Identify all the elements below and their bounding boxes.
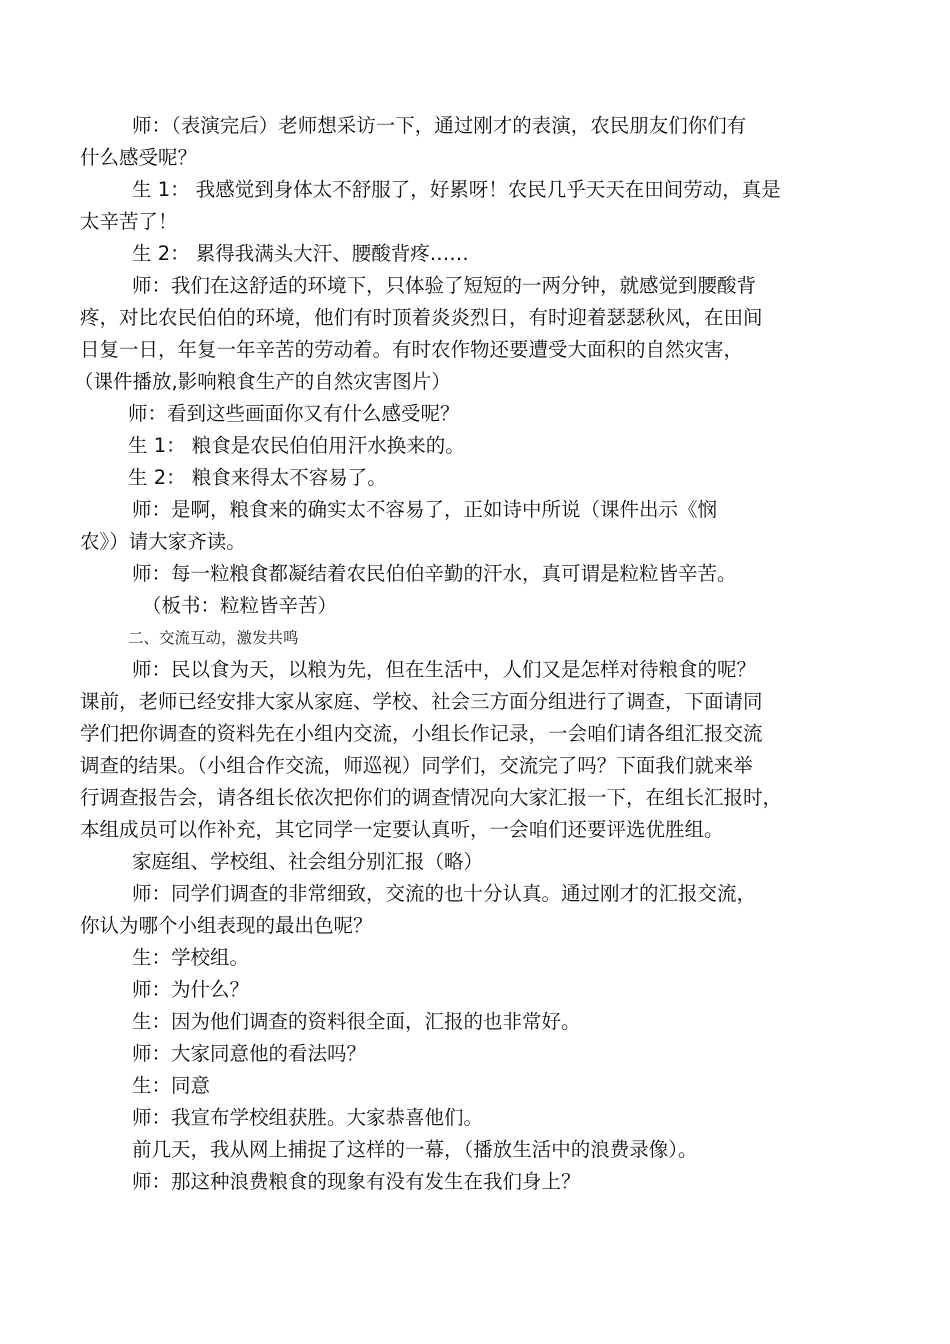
section-heading: 二、交流互动，激发共鸣 <box>128 629 299 647</box>
paragraph-line: 行调查报告会，请各组长依次把你们的调查情况向大家汇报一下，在组长汇报时， <box>80 786 783 809</box>
paragraph-line: 师：为什么？ <box>132 978 250 1001</box>
paragraph-line: 你认为哪个小组表现的最出色呢？ <box>80 914 373 937</box>
paragraph-line: 本组成员可以作补充，其它同学一定要认真听，一会咱们还要评选优胜组。 <box>80 818 724 841</box>
paragraph-line: 师：大家同意他的看法吗？ <box>132 1042 367 1065</box>
paragraph-line: 生 1： 粮食是农民伯伯用汗水换来的。 <box>128 434 465 457</box>
paragraph-line: 师：我宣布学校组获胜。大家恭喜他们。 <box>132 1106 484 1129</box>
paragraph-line: 生：同意 <box>132 1074 211 1097</box>
paragraph-line: 农》）请大家齐读。 <box>80 530 246 553</box>
paragraph-line: 师：同学们调查的非常细致，交流的也十分认真。通过刚才的汇报交流， <box>132 882 757 905</box>
paragraph-line: 调查的结果。（小组合作交流，师巡视）同学们，交流完了吗？下面我们就来举 <box>80 754 753 777</box>
paragraph-line: 生：因为他们调查的资料很全面，汇报的也非常好。 <box>132 1010 581 1033</box>
paragraph-line: 家庭组、学校组、社会组分别汇报（略） <box>132 850 484 873</box>
paragraph-line: 疼，对比农民伯伯的环境，他们有时顶着炎炎烈日，有时迎着瑟瑟秋风，在田间 <box>80 306 763 329</box>
board-note: （板书：粒粒皆辛苦） <box>142 594 338 617</box>
paragraph-line: 生 2： 粮食来得太不容易了。 <box>128 466 387 489</box>
paragraph-line: 前几天，我从网上捕捉了这样的一幕，（播放生活中的浪费录像）。 <box>132 1138 698 1161</box>
paragraph-line: 师：每一粒粮食都凝结着农民伯伯辛勤的汗水，真可谓是粒粒皆辛苦。 <box>132 562 737 585</box>
paragraph-line: 师：我们在这舒适的环境下，只体验了短短的一两分钟，就感觉到腰酸背 <box>132 274 757 297</box>
paragraph-line: 生 2： 累得我满头大汗、腰酸背疼…… <box>132 242 469 265</box>
paragraph-line: 生：学校组。 <box>132 946 250 969</box>
paragraph-line: 师：那这种浪费粮食的现象有没有发生在我们身上？ <box>132 1170 581 1193</box>
paragraph-line: 日复一日，年复一年辛苦的劳动着。有时农作物还要遭受大面积的自然灾害， <box>80 338 744 361</box>
paragraph-line: 师：民以食为天，以粮为先，但在生活中，人们又是怎样对待粮食的呢？ <box>132 658 757 681</box>
paragraph-line: 师：（表演完后）老师想采访一下，通过刚才的表演，农民朋友们你们有 <box>132 114 747 137</box>
paragraph-line: 学们把你调查的资料先在小组内交流，小组长作记录，一会咱们请各组汇报交流 <box>80 722 763 745</box>
paragraph-line: 什么感受呢？ <box>80 146 198 169</box>
paragraph-line: 师：看到这些画面你又有什么感受呢？ <box>128 402 460 425</box>
paragraph-line: 课前，老师已经安排大家从家庭、学校、社会三方面分组进行了调查，下面请同 <box>80 690 763 713</box>
paragraph-line: 生 1： 我感觉到身体太不舒服了，好累呀！农民几乎天天在田间劳动，真是 <box>132 178 781 201</box>
paragraph-line: 师：是啊，粮食来的确实太不容易了，正如诗中所说（课件出示《悯 <box>132 498 718 521</box>
paragraph-line: 太辛苦了！ <box>80 210 178 233</box>
paragraph-line: （课件播放,影响粮食生产的自然灾害图片） <box>74 370 451 393</box>
